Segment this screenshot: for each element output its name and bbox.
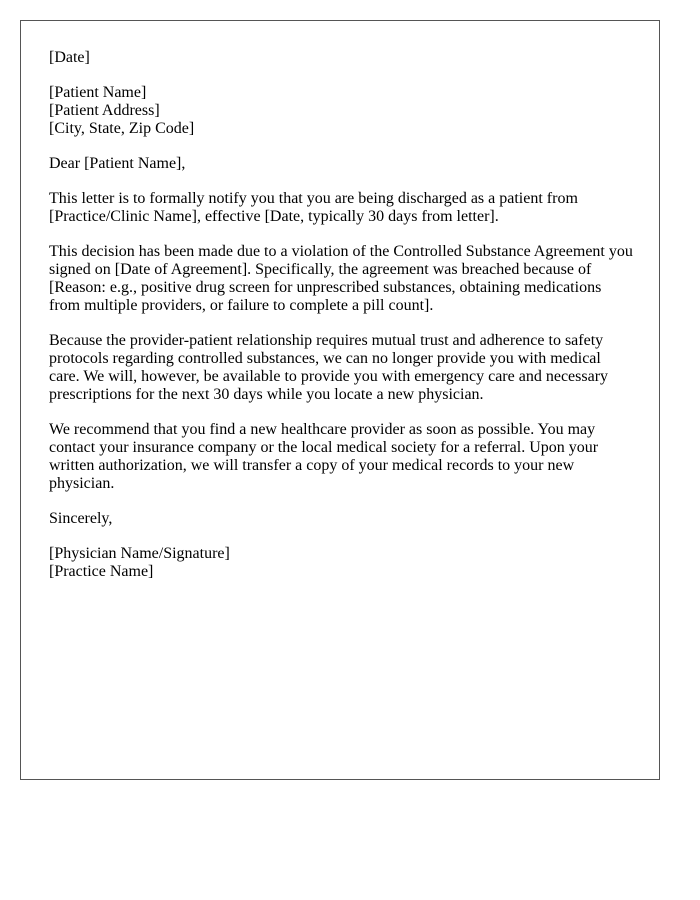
text-line: from multiple providers, or failure to complete a pill count]. [49,297,434,314]
recipient-city-state-zip: [City, State, Zip Code] [49,120,195,137]
letter-page [20,20,660,780]
text-line: protocols regarding controlled substances, we can no longer provide you with medical [49,350,601,367]
signature-block [49,545,631,581]
salutation-line: Dear [Patient Name], [49,155,186,172]
body-paragraph-reason [49,243,631,315]
physician-signature: [Physician Name/Signature] [49,545,230,562]
body-paragraph-care [49,332,631,404]
text-line: signed on [Date of Agreement]. Specifically, the agreement was breached because of [49,261,592,278]
closing [49,510,631,528]
recipient-address-block [49,84,631,138]
text-line: written authorization, we will transfer a copy of your medical records to your new [49,457,575,474]
letter-date [49,49,631,67]
text-line: Because the provider-patient relationship requires mutual trust and adherence to safety [49,332,604,349]
text-line: This decision has been made due to a violation of the Controlled Substance Agreement you [49,243,633,260]
text-line: This letter is to formally notify you that you are being discharged as a patient from [49,190,578,207]
closing-line: Sincerely, [49,510,113,527]
practice-name: [Practice Name] [49,563,154,580]
text-line: physician. [49,475,115,492]
text-line: We recommend that you find a new healthcare provider as soon as possible. You may [49,421,596,438]
body-paragraph-notice [49,190,631,226]
recipient-name: [Patient Name] [49,84,147,101]
text-line: contact your insurance company or the local medical society for a referral. Upon your [49,439,599,456]
text-line: prescriptions for the next 30 days while you locate a new physician. [49,386,484,403]
text-line: [Practice/Clinic Name], effective [Date, typically 30 days from letter]. [49,208,499,225]
recipient-address: [Patient Address] [49,102,160,119]
body-paragraph-recommendation [49,421,631,493]
date-line: [Date] [49,49,90,66]
text-line: [Reason: e.g., positive drug screen for unprescribed substances, obtaining medications [49,279,602,296]
text-line: care. We will, however, be available to provide you with emergency care and necessary [49,368,609,385]
salutation [49,155,631,173]
